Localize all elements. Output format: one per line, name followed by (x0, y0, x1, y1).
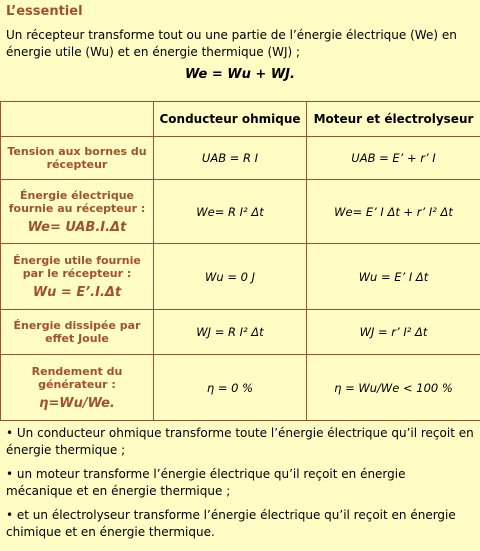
cell-ohmique: Wu = 0 J (154, 244, 307, 310)
row-formula: η=Wu/We. (39, 396, 115, 411)
cell-ohmique: UAB = R I (154, 137, 307, 180)
energy-table (0, 101, 480, 421)
row-formula: Wu = E’.I.Δt (32, 285, 122, 300)
header-moteur: Moteur et électrolyseur (307, 102, 480, 137)
bullet-item: • Un conducteur ohmique transforme toute l’énergie électrique qu’il reçoit en énergie thermique ; (6, 426, 474, 457)
cell-moteur: η = Wu/We < 100 % (307, 355, 480, 421)
cell-moteur: UAB = E’ + r’ I (307, 137, 480, 180)
cell-ohmique: WJ = R I² Δt (154, 310, 307, 355)
cell-moteur: Wu = E’ I Δt (307, 244, 480, 310)
table-row (1, 137, 480, 180)
table-row (1, 310, 480, 355)
row-label-text: Énergie électrique fournie au récepteur : (8, 189, 146, 215)
row-label (1, 180, 154, 244)
cell-moteur: We= E’ I Δt + r’ I² Δt (307, 180, 480, 244)
table-row (1, 180, 480, 244)
row-label-text: Énergie utile fournie par le récepteur : (13, 254, 141, 280)
intro-text: Un récepteur transforme tout ou une partie de l’énergie électrique (We) en énergie utile (Wu) et en énergie thermique (WJ) ; (6, 28, 457, 59)
summary-bullets (6, 425, 474, 548)
row-formula: We= UAB.I.Δt (27, 220, 127, 235)
cell-ohmique: We= R I² Δt (154, 180, 307, 244)
row-label (1, 355, 154, 421)
header-conducteur: Conducteur ohmique (154, 102, 307, 137)
row-label (1, 244, 154, 310)
cell-moteur: WJ = r’ I² Δt (307, 310, 480, 355)
row-label-text: Tension aux bornes du récepteur (7, 145, 147, 171)
section-title: L’essentiel (6, 4, 83, 19)
header-empty (1, 102, 154, 137)
row-label (1, 137, 154, 180)
row-label (1, 310, 154, 355)
cell-ohmique: η = 0 % (154, 355, 307, 421)
table-header-row (1, 102, 480, 137)
bullet-item: • et un électrolyseur transforme l’énergie électrique qu’il reçoit en énergie chimique et en énergie thermique. (6, 508, 456, 539)
row-label-text: Rendement du générateur : (31, 365, 123, 391)
row-label-text: Énergie dissipée par effet Joule (13, 319, 141, 345)
table-row (1, 355, 480, 421)
main-formula: We = Wu + WJ. (185, 67, 295, 82)
bullet-item: • un moteur transforme l’énergie électrique qu’il reçoit en énergie mécanique et en énergie thermique ; (6, 467, 406, 498)
table-row (1, 244, 480, 310)
